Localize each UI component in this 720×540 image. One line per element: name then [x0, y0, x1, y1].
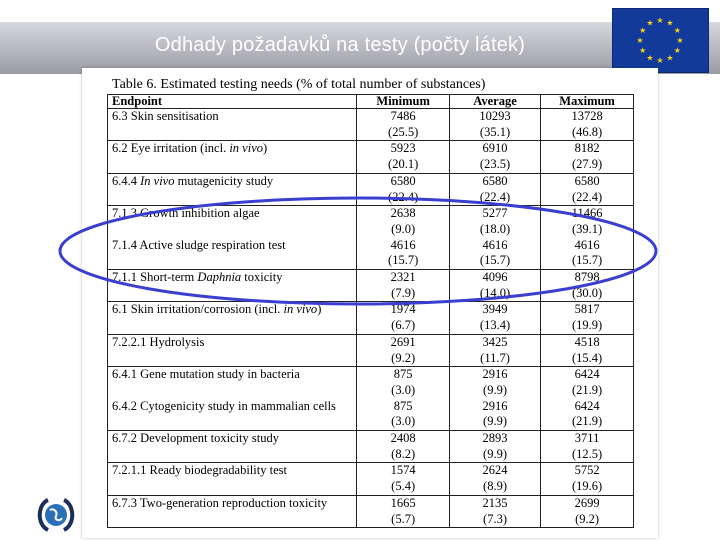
avg-percent: (11.7)	[480, 350, 510, 365]
endpoint-cell	[108, 109, 357, 141]
min-value-cell	[357, 238, 450, 270]
endpoint-text: toxicity	[241, 270, 283, 285]
slide-title: Odhady požadavků na testy (počty látek)	[154, 34, 526, 56]
avg-value-cell	[449, 141, 540, 173]
table-header-row	[108, 95, 634, 109]
avg-value-cell	[449, 302, 540, 334]
min-value-cell	[357, 302, 450, 334]
endpoint-text: 7.2.1.1 Ready biodegradability test	[112, 463, 287, 478]
min-percent: (15.7)	[388, 253, 419, 268]
eu-star-icon: ★	[656, 16, 664, 25]
avg-value-cell	[449, 495, 540, 527]
max-count: 5752	[574, 463, 600, 478]
avg-count: 3425	[482, 334, 508, 349]
min-value-cell	[357, 399, 450, 431]
max-percent: (15.4)	[571, 350, 603, 365]
avg-value-cell	[449, 109, 540, 141]
min-count: 1665	[390, 495, 416, 510]
table-row	[108, 238, 634, 270]
max-count: 6424	[574, 398, 600, 413]
endpoint-cell	[108, 302, 357, 334]
max-percent: (22.4)	[571, 189, 603, 204]
eu-star-icon: ★	[676, 36, 684, 45]
max-value-cell	[541, 431, 634, 463]
min-value-cell	[357, 173, 450, 205]
min-percent: (8.2)	[391, 446, 416, 461]
endpoint-text: in vivo	[229, 141, 263, 156]
max-count: 4518	[574, 334, 600, 349]
min-count: 1974	[390, 302, 416, 317]
endpoint-cell	[108, 206, 357, 238]
avg-value-cell	[449, 463, 540, 495]
avg-value-cell	[449, 238, 540, 270]
endpoint-cell	[108, 431, 357, 463]
max-count: 5817	[574, 302, 600, 317]
max-percent: (27.9)	[571, 157, 603, 172]
min-percent: (5.7)	[391, 511, 416, 526]
min-value-cell	[357, 463, 450, 495]
avg-count: 6580	[482, 173, 508, 188]
max-value-cell	[541, 463, 634, 495]
endpoint-text: 7.1.3 Growth inhibition algae	[112, 206, 260, 221]
min-count: 875	[393, 398, 413, 413]
max-percent: (21.9)	[571, 382, 603, 397]
endpoint-cell	[108, 173, 357, 205]
max-value-cell	[541, 367, 634, 399]
header-maximum: Maximum	[541, 95, 634, 109]
endpoint-cell	[108, 399, 357, 431]
min-count: 2408	[390, 431, 416, 446]
avg-percent: (15.7)	[479, 253, 511, 268]
avg-percent: (9.9)	[483, 414, 507, 429]
min-count: 875	[393, 367, 413, 382]
eu-star-icon: ★	[666, 18, 674, 28]
header-endpoint: Endpoint	[108, 95, 357, 109]
table-row	[108, 334, 634, 366]
max-value-cell	[541, 141, 634, 173]
min-percent: (20.1)	[388, 157, 419, 172]
eu-flag-stars	[613, 9, 708, 72]
avg-percent: (8.9)	[483, 479, 507, 494]
table-row	[108, 206, 634, 238]
max-percent: (19.9)	[571, 318, 603, 333]
avg-count: 10293	[479, 109, 511, 123]
max-value-cell	[541, 109, 634, 141]
avg-count: 2893	[482, 431, 508, 446]
endpoint-cell	[108, 334, 357, 366]
table-row	[108, 367, 634, 399]
endpoint-text: In vivo	[140, 173, 175, 188]
table-body	[108, 109, 634, 528]
avg-percent: (13.4)	[479, 318, 511, 333]
max-percent: (19.6)	[571, 479, 603, 494]
max-value-cell	[541, 206, 634, 238]
min-count: 6580	[390, 173, 416, 188]
avg-count: 2916	[482, 367, 508, 382]
endpoint-text: 7.1.4 Active sludge respiration test	[112, 237, 286, 252]
max-percent: (15.7)	[571, 253, 603, 268]
endpoint-cell	[108, 238, 357, 270]
table-row	[108, 141, 634, 173]
max-count: 4616	[574, 237, 600, 252]
max-value-cell	[541, 238, 634, 270]
max-percent: (12.5)	[571, 446, 603, 461]
min-value-cell	[357, 141, 450, 173]
endpoint-text: 7.1.1 Short-term	[112, 270, 198, 285]
endpoint-text: Daphnia	[197, 270, 242, 285]
max-value-cell	[541, 302, 634, 334]
min-count: 2638	[390, 206, 416, 221]
avg-count: 4616	[482, 237, 508, 252]
table-caption: Table 6. Estimated testing needs (% of total number of substances)	[112, 77, 486, 92]
max-count: 6424	[574, 367, 600, 382]
avg-percent: (22.4)	[479, 189, 511, 204]
table-row	[108, 302, 634, 334]
table-row	[108, 431, 634, 463]
min-value-cell	[357, 206, 450, 238]
min-value-cell	[357, 334, 450, 366]
min-count: 1574	[390, 463, 416, 478]
avg-count: 3949	[482, 302, 508, 317]
endpoint-text: 6.3 Skin sensitisation	[112, 109, 219, 123]
min-percent: (22.4)	[388, 189, 419, 204]
testing-needs-table	[107, 94, 634, 528]
table-row	[108, 495, 634, 527]
min-percent: (9.0)	[391, 221, 416, 236]
min-percent: (9.2)	[391, 350, 416, 365]
endpoint-text: 7.2.2.1 Hydrolysis	[112, 334, 205, 349]
eu-star-icon: ★	[639, 46, 647, 55]
avg-value-cell	[449, 431, 540, 463]
eu-star-icon: ★	[646, 18, 654, 28]
max-count: 2699	[574, 495, 600, 510]
avg-percent: (23.5)	[479, 157, 511, 172]
endpoint-text: 6.7.3 Two-generation reproduction toxicity	[112, 495, 328, 510]
eu-star-icon: ★	[639, 26, 647, 35]
max-value-cell	[541, 399, 634, 431]
endpoint-text: 6.4.1 Gene mutation study in bacteria	[112, 367, 300, 382]
avg-percent: (7.3)	[483, 511, 507, 526]
endpoint-text: )	[263, 141, 268, 156]
avg-value-cell	[449, 270, 540, 302]
min-count: 2321	[390, 270, 416, 285]
avg-count: 2135	[482, 495, 508, 510]
endpoint-cell	[108, 270, 357, 302]
max-value-cell	[541, 270, 634, 302]
min-value-cell	[357, 270, 450, 302]
max-count: 6580	[574, 173, 600, 188]
max-percent: (30.0)	[571, 285, 603, 300]
max-count: 8798	[574, 270, 600, 285]
max-percent: (9.2)	[575, 511, 600, 526]
max-percent: (21.9)	[571, 414, 603, 429]
max-value-cell	[541, 334, 634, 366]
min-value-cell	[357, 109, 450, 141]
avg-count: 4096	[482, 270, 508, 285]
endpoint-cell	[108, 495, 357, 527]
min-percent: (7.9)	[391, 285, 416, 300]
avg-count: 6910	[482, 141, 508, 156]
eu-flag-icon	[612, 8, 709, 73]
endpoint-text: 6.4.2 Cytogenicity study in mammalian cells	[112, 398, 336, 413]
avg-value-cell	[449, 367, 540, 399]
avg-percent: (35.1)	[479, 124, 511, 139]
table-row	[108, 463, 634, 495]
eu-star-icon: ★	[673, 46, 681, 55]
endpoint-text: 6.1 Skin irritation/corrosion (incl.	[112, 302, 284, 317]
endpoint-text: mutagenicity study	[174, 173, 274, 188]
min-count: 4616	[390, 237, 416, 252]
endpoint-cell	[108, 367, 357, 399]
avg-percent: (18.0)	[479, 221, 511, 236]
avg-percent: (9.9)	[483, 446, 507, 461]
min-percent: (6.7)	[391, 318, 416, 333]
avg-value-cell	[449, 399, 540, 431]
avg-percent: (14.0)	[479, 285, 511, 300]
endpoint-cell	[108, 463, 357, 495]
max-count: 8182	[574, 141, 600, 156]
eu-star-icon: ★	[646, 53, 654, 63]
min-percent: (25.5)	[388, 124, 419, 139]
avg-percent: (9.9)	[483, 382, 507, 397]
max-value-cell	[541, 173, 634, 205]
eu-star-icon: ★	[636, 36, 644, 45]
max-count: 13728	[571, 109, 603, 123]
table-row	[108, 270, 634, 302]
avg-count: 2916	[482, 398, 508, 413]
max-value-cell	[541, 495, 634, 527]
header-average: Average	[449, 95, 540, 109]
globe-logo-icon	[34, 496, 76, 534]
eu-star-icon: ★	[666, 53, 674, 63]
avg-count: 2624	[482, 463, 508, 478]
max-percent: (46.8)	[571, 124, 603, 139]
min-count: 2691	[390, 334, 416, 349]
min-count: 7486	[390, 109, 416, 123]
endpoint-text: 6.4.4	[112, 173, 141, 188]
organization-logo	[34, 496, 76, 534]
endpoint-text: in vivo	[283, 302, 318, 317]
min-percent: (5.4)	[391, 479, 416, 494]
avg-count: 5277	[482, 206, 508, 221]
min-value-cell	[357, 367, 450, 399]
table-row	[108, 109, 634, 141]
min-value-cell	[357, 495, 450, 527]
header-minimum: Minimum	[357, 95, 450, 109]
min-value-cell	[357, 431, 450, 463]
avg-value-cell	[449, 206, 540, 238]
min-percent: (3.0)	[391, 382, 416, 397]
max-count: 3711	[574, 431, 600, 446]
table-row	[108, 399, 634, 431]
avg-value-cell	[449, 173, 540, 205]
eu-star-icon: ★	[656, 56, 664, 65]
max-count: 11466	[571, 206, 603, 221]
endpoint-cell	[108, 141, 357, 173]
min-percent: (3.0)	[391, 414, 416, 429]
eu-star-icon: ★	[673, 26, 681, 35]
endpoint-text: )	[317, 302, 322, 317]
endpoint-text: 6.2 Eye irritation (incl.	[112, 141, 230, 156]
avg-value-cell	[449, 334, 540, 366]
min-count: 5923	[390, 141, 416, 156]
endpoint-text: 6.7.2 Development toxicity study	[112, 431, 279, 446]
table-row	[108, 173, 634, 205]
max-percent: (39.1)	[571, 221, 603, 236]
